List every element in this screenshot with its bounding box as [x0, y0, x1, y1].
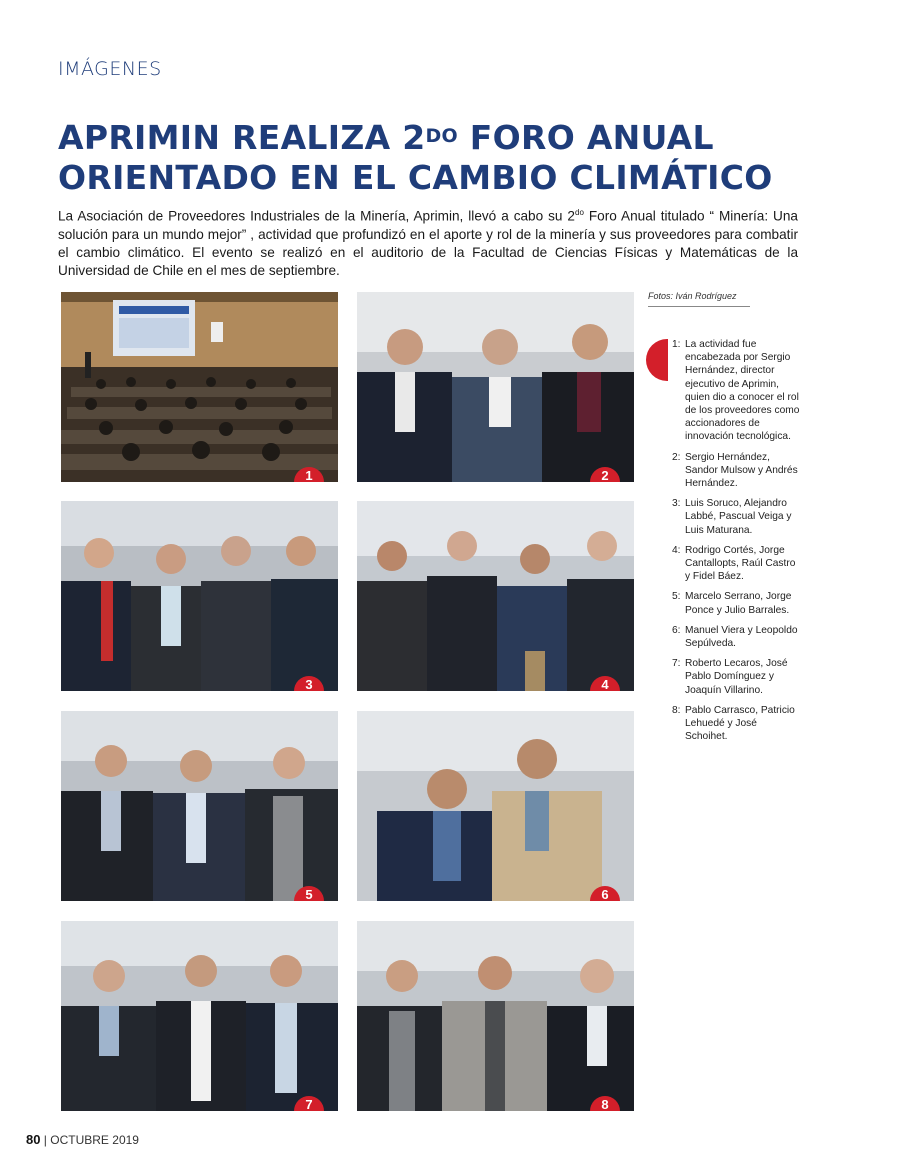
page-number: 80	[26, 1132, 41, 1147]
photo-6	[357, 711, 634, 901]
photo-4	[357, 501, 634, 691]
lead-paragraph: La Asociación de Proveedores Industriales de la Minería, Aprimin, llevó a cabo su $2^{do}$ Foro Anual titulado “ Minería: Una solución para un mundo mejor” , actividad que profundizó en el aporte y rol de la minería y sus proveedores para combatir el cambio climático. El evento se realizó en el auditorio de la Facultad de Ciencias Físicas y Matemáticas de la Universidad de Chile en el mes de septiembre.	[58, 208, 798, 279]
photo-number-badge: 4	[590, 676, 620, 691]
section-label: IMÁGENES	[58, 58, 162, 80]
group-photo	[357, 921, 634, 1111]
caption-item: 8: Pablo Carrasco, Patricio Lehuedé y José Schoihet.	[672, 704, 795, 743]
photo-number-badge: 5	[294, 886, 324, 901]
group-photo	[61, 711, 338, 901]
photo-7	[61, 921, 338, 1111]
article-title: APRIMIN REALIZA $2^{DO}$ FORO ANUAL ORIENTADO EN EL CAMBIO CLIMÁTICO	[58, 118, 773, 197]
photo-credit: Fotos: Iván Rodríguez	[648, 291, 750, 307]
caption-item: 3: Luis Soruco, Alejandro Labbé, Pascual Veiga y Luis Maturana.	[672, 498, 792, 536]
caption-marker	[646, 339, 668, 381]
caption-item: 7: Roberto Lecaros, José Pablo Domínguez y Joaquín Villarino.	[672, 658, 788, 696]
photo-number-badge: 8	[590, 1096, 620, 1111]
page-footer: 80 | OCTUBRE 2019	[26, 1132, 139, 1147]
caption-item: 5: Marcelo Serrano, Jorge Ponce y Julio Barrales.	[672, 591, 792, 616]
photo-2	[357, 292, 634, 482]
issue-date: OCTUBRE 2019	[50, 1133, 139, 1147]
photo-5	[61, 711, 338, 901]
photo-number-badge: 1	[294, 467, 324, 482]
group-photo	[357, 501, 634, 691]
photo-1	[61, 292, 338, 482]
caption-item: 4: Rodrigo Cortés, Jorge Cantallopts, Raúl Castro y Fidel Báez.	[672, 544, 796, 583]
photo-number-badge: 3	[294, 676, 324, 691]
group-photo	[61, 501, 338, 691]
photo-number-badge: 7	[294, 1096, 324, 1111]
caption-item: 6: Manuel Viera y Leopoldo Sepúlveda.	[672, 624, 798, 650]
auditorium-photo	[61, 292, 338, 482]
group-photo	[357, 292, 634, 482]
group-photo	[357, 711, 634, 901]
photo-captions	[672, 338, 802, 750]
photo-3	[61, 501, 338, 691]
photo-number-badge: 6	[590, 886, 620, 901]
caption-item: 1: La actividad fue encabezada por Sergio Hernández, director ejecutivo de Aprimin, quien dio a conocer el rol de los proveedores como accionadores de innovación tecnológica.	[672, 339, 800, 443]
group-photo	[61, 921, 338, 1111]
caption-item: 2: Sergio Hernández, Sandor Mulsow y Andrés Hernández.	[672, 451, 798, 490]
photo-number-badge: 2	[590, 467, 620, 482]
photo-8	[357, 921, 634, 1111]
